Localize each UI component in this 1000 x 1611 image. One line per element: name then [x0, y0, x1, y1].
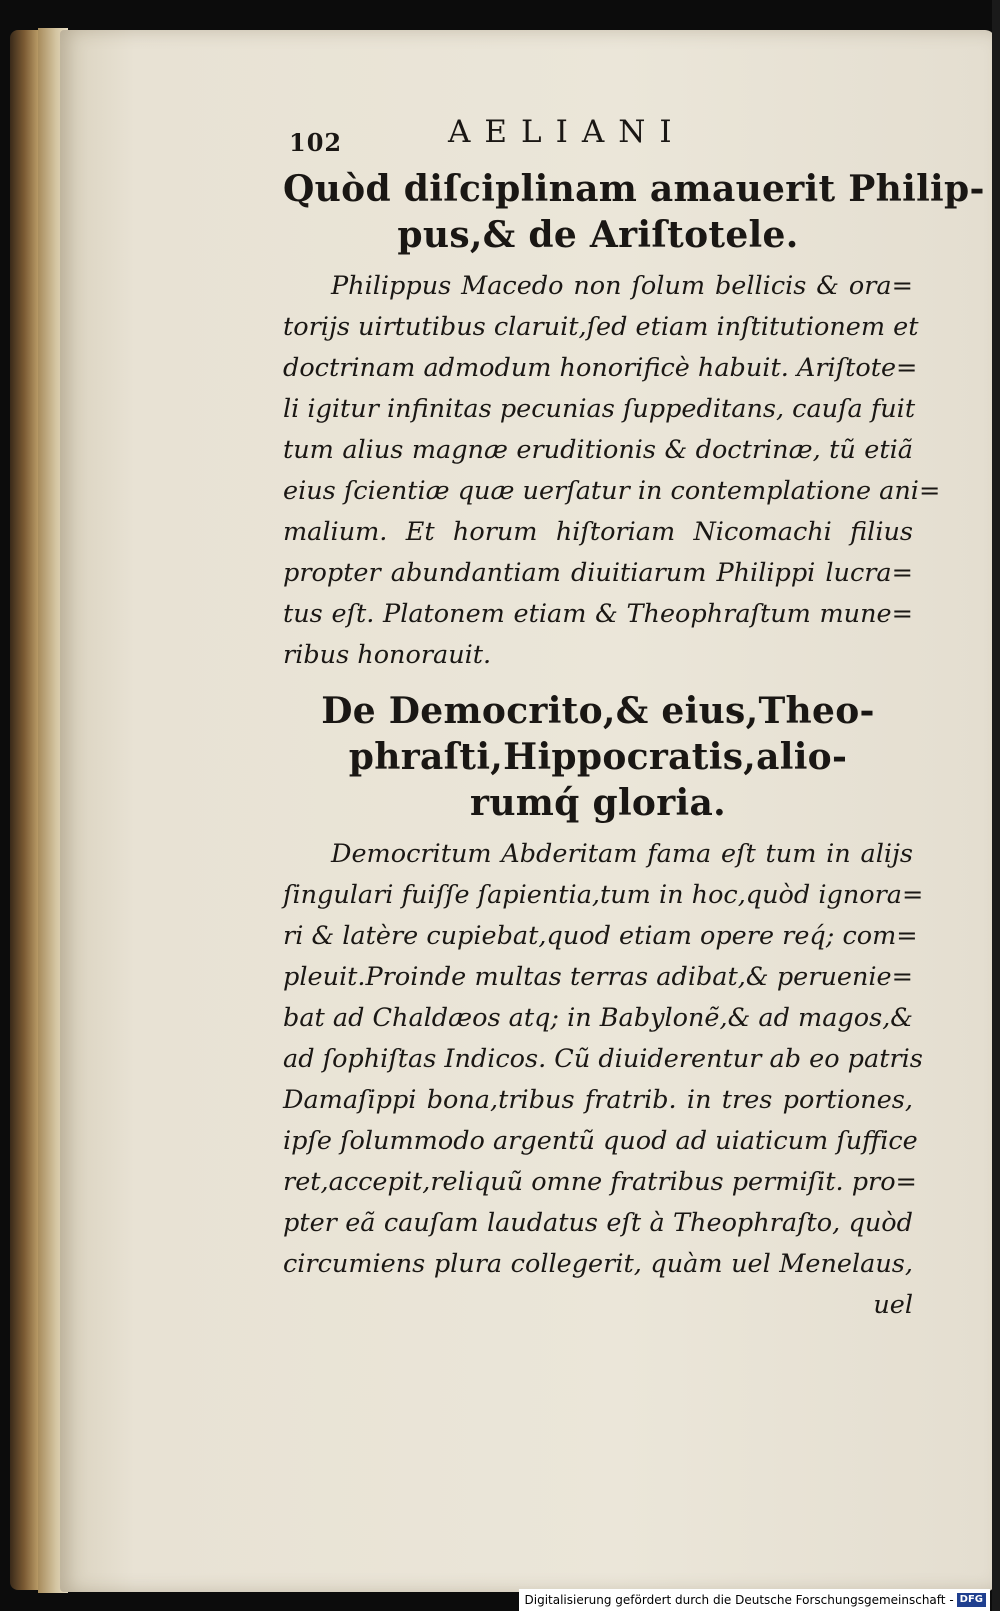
heading-line: phraſti,Hippocratis,alio- — [348, 736, 848, 778]
dfg-logo: DFG — [957, 1593, 986, 1607]
text-line: pleuit.Proinde multas terras adibat,& peruenie= — [283, 962, 913, 992]
running-title: AELIANI — [448, 114, 686, 150]
text-line: torijs uirtutibus claruit,ſed etiam inſtitutionem et — [283, 312, 919, 342]
text-block — [283, 110, 985, 1326]
text-line: eius ſcientiæ quæ uerſatur in contemplatione ani= — [283, 476, 941, 506]
heading-line: pus,& de Ariſtotele. — [397, 214, 799, 256]
text-line: ribus honorauit. — [283, 640, 492, 670]
text-line: tus eſt. Platonem etiam & Theophraſtum mune= — [283, 599, 913, 629]
text-line: ret,accepit,reliquũ omne fratribus permiſit. pro= — [283, 1167, 917, 1197]
page-number: 102 — [289, 128, 343, 157]
text-line: bat ad Chaldæos atq; in Babylonẽ,& ad magos,& — [283, 1003, 913, 1033]
text-line: propter abundantiam diuitiarum Philippi lucra= — [283, 558, 913, 588]
text-line: Damaſippi bona,tribus fratrib. in tres portiones, — [283, 1085, 913, 1115]
text-line: doctrinam admodum honorificè habuit. Ariſtote= — [283, 353, 918, 383]
text-line: Democritum Abderitam fama eſt tum in alijs — [331, 839, 913, 869]
chapter-heading-democritus — [283, 688, 913, 826]
credit-text: Digitalisierung gefördert durch die Deutsche Forschungsgemeinschaft - — [524, 1593, 954, 1607]
text-line: tum alius magnæ eruditionis & doctrinæ, tũ etiã — [283, 435, 913, 465]
paragraph-democritus — [283, 834, 924, 1326]
text-line: ipſe ſolummodo argentũ quod ad uiaticum ſuffice — [283, 1126, 918, 1156]
digitization-credit — [519, 1589, 991, 1611]
text-line: circumiens plura collegerit, quàm uel Menelaus, — [283, 1249, 913, 1279]
paragraph-philippus — [283, 266, 941, 676]
text-line: li igitur infinitas pecunias ſuppeditans, cauſa fuit — [283, 394, 916, 424]
text-line: ad ſophiſtas Indicos. Cũ diuiderentur ab eo patris — [283, 1044, 923, 1074]
text-line: ri & latère cupiebat,quod etiam opere req́; com= — [283, 921, 918, 951]
text-line: Philippus Macedo non ſolum bellicis & ora= — [331, 271, 913, 301]
running-head — [283, 110, 913, 158]
scan-border — [992, 0, 1000, 1611]
heading-line: De Democrito,& eius,Theo- — [321, 690, 875, 732]
chapter-heading-philippus — [283, 166, 985, 258]
text-line: malium. Et horum hiſtoriam Nicomachi filius — [283, 517, 913, 547]
heading-line: Quòd diſciplinam amauerit Philip- — [283, 168, 985, 210]
text-line: ſingulari fuiſſe ſapientia,tum in hoc,quòd ignora= — [283, 880, 924, 910]
heading-line: rumq́ gloria. — [470, 782, 726, 824]
catchword: uel — [873, 1290, 913, 1320]
text-line: pter eã cauſam laudatus eſt à Theophraſto, quòd — [283, 1208, 913, 1238]
